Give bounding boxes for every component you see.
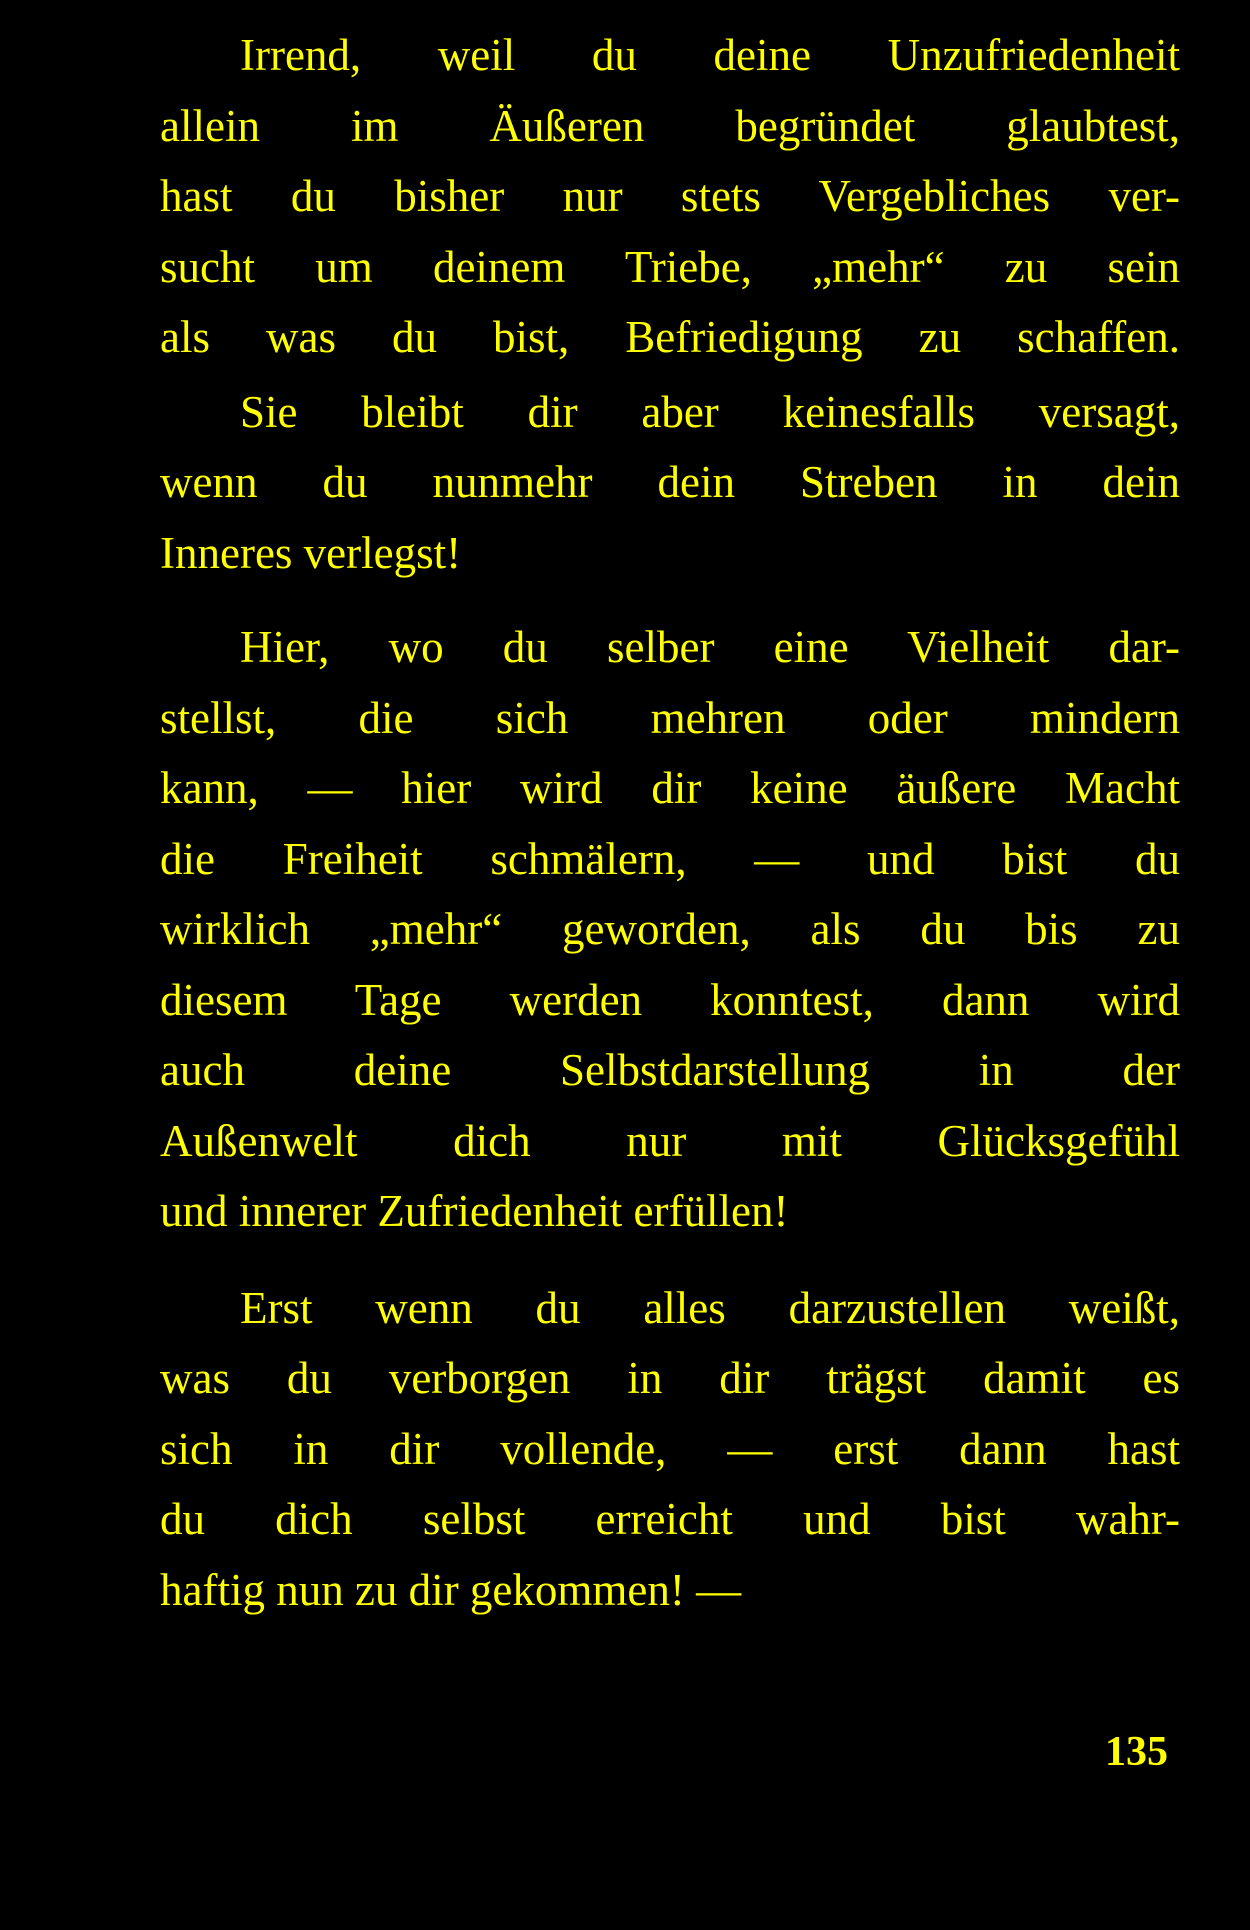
text-line: allein im Äußeren begründet glaubtest, — [160, 100, 1180, 151]
text-line: diesem Tage werden konntest, dann wird — [160, 974, 1180, 1025]
text-line: hast du bisher nur stets Vergebliches ver- — [160, 171, 1180, 221]
paragraph-2 — [160, 377, 1180, 589]
page-text — [160, 20, 1180, 1625]
text-line: Irrend, weil du deine Unzufriedenheit — [240, 30, 1180, 80]
paragraph-3 — [160, 612, 1180, 1247]
text-line: stellst, die sich mehren oder mindern — [160, 692, 1180, 743]
text-line: Hier, wo du selber eine Vielheit dar- — [240, 622, 1180, 672]
text-line: kann, — hier wird dir keine äußere Macht — [160, 763, 1180, 813]
text-line: Außenwelt dich nur mit Glücksgefühl — [160, 1115, 1180, 1166]
text-line: du dich selbst erreicht und bist wahr- — [160, 1494, 1180, 1544]
text-line: als was du bist, Befriedigung zu schaffen. — [160, 312, 1180, 362]
text-line: und innerer Zufriedenheit erfüllen! — [160, 1186, 789, 1236]
text-line: wirklich „mehr“ geworden, als du bis zu — [160, 904, 1180, 954]
text-line: haftig nun zu dir gekommen! — — [160, 1564, 742, 1615]
text-line: die Freiheit schmälern, — und bist du — [160, 833, 1180, 884]
paragraph-1 — [160, 20, 1180, 373]
text-line: sucht um deinem Triebe, „mehr“ zu sein — [160, 241, 1180, 292]
text-line: wenn du nunmehr dein Streben in dein — [160, 457, 1180, 507]
paragraph-4 — [160, 1273, 1180, 1626]
text-line: sich in dir vollende, — erst dann hast — [160, 1423, 1180, 1474]
page-number: 135 — [1105, 1729, 1168, 1775]
text-line: was du verborgen in dir trägst damit es — [160, 1353, 1180, 1403]
text-line: Inneres verlegst! — [160, 527, 462, 578]
text-line: Erst wenn du alles darzustellen weißt, — [240, 1282, 1180, 1333]
text-line: Sie bleibt dir aber keinesfalls versagt, — [240, 386, 1180, 437]
text-line: auch deine Selbstdarstellung in der — [160, 1045, 1180, 1095]
